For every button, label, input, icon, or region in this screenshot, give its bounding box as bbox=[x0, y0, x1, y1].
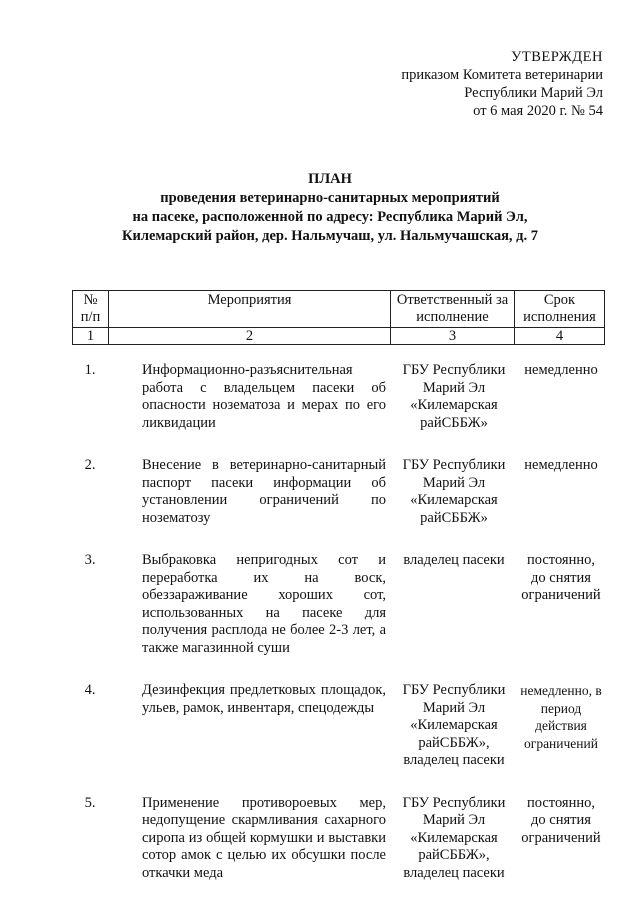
row-responsible: владелец пасеки bbox=[403, 552, 505, 568]
approval-stamp bbox=[401, 48, 603, 120]
title-address-1: на пасеке, расположенной по адресу: Республика Марий Эл, bbox=[132, 209, 528, 225]
index-row bbox=[73, 328, 605, 345]
table-row bbox=[72, 552, 604, 657]
header-activities: Мероприятия bbox=[109, 291, 391, 328]
title-plan: ПЛАН bbox=[308, 171, 352, 187]
approval-heading: УТВЕРЖДЕН bbox=[511, 49, 603, 65]
approval-date: от 6 мая 2020 г. № 54 bbox=[473, 103, 603, 119]
plan-rows bbox=[72, 362, 604, 907]
index-cell: 2 bbox=[109, 328, 391, 345]
row-responsible: ГБУ Республики Марий Эл «Килемарская райСББЖ», владелец пасеки bbox=[402, 794, 506, 881]
row-number: 3. bbox=[84, 552, 96, 568]
row-deadline: постоянно, до снятия ограничений bbox=[521, 552, 601, 603]
row-activity: Внесение в ветеринарно-санитарный паспорт пасеки информации об установлении ограничений по нозематозу bbox=[142, 457, 386, 526]
index-cell: 3 bbox=[391, 328, 515, 345]
table-row bbox=[72, 682, 604, 770]
header-responsible: Ответственный за исполнение bbox=[391, 291, 515, 328]
title-subject: проведения ветеринарно-санитарных мероприятий bbox=[160, 190, 500, 206]
row-activity: Выбраковка непригодных сот и переработка их на воск, обеззараживание хороших сот, использованных на пасеке для получения расплода не более 2-3 лет, а также магазинной суши bbox=[142, 552, 386, 656]
header-deadline: Срок исполнения bbox=[515, 291, 605, 328]
plan-table-header bbox=[72, 290, 605, 345]
row-deadline: немедленно bbox=[524, 362, 598, 378]
row-number: 4. bbox=[84, 682, 96, 698]
index-cell: 4 bbox=[515, 328, 605, 345]
row-activity: Применение противороевых мер, недопущение скармливания сахарного сиропа из общей кормушки и выставки сотор амок с целью их обсушки после откачки меда bbox=[142, 794, 386, 881]
row-deadline: немедленно bbox=[524, 457, 598, 473]
title-address-2: Килемарский район, дер. Нальмучаш, ул. Нальмучашская, д. 7 bbox=[121, 228, 539, 244]
approval-order: приказом Комитета ветеринарии bbox=[401, 67, 603, 83]
table-row bbox=[72, 457, 604, 527]
row-responsible: ГБУ Республики Марий Эл «Килемарская райСББЖ» bbox=[402, 457, 506, 526]
row-number: 5. bbox=[84, 794, 96, 811]
row-responsible: ГБУ Республики Марий Эл «Килемарская райСББЖ» bbox=[402, 362, 506, 431]
row-deadline: немедленно, в период действия ограничений bbox=[520, 683, 602, 751]
row-activity: Дезинфекция предлетковых площадок, ульев, рамок, инвентаря, спецодежды bbox=[142, 682, 386, 716]
row-number: 1. bbox=[84, 362, 96, 378]
header-number: № п/п bbox=[73, 291, 109, 328]
row-deadline: постоянно, до снятия ограничений bbox=[521, 794, 601, 846]
index-cell: 1 bbox=[73, 328, 109, 345]
table-row bbox=[72, 362, 604, 432]
approval-region: Республики Марий Эл bbox=[464, 85, 603, 101]
row-activity: Информационно-разъяснительная работа с владельцем пасеки об опасности нозематоза и мерах по его ликвидации bbox=[142, 362, 386, 431]
row-number: 2. bbox=[84, 457, 96, 473]
table-row bbox=[72, 795, 604, 883]
header-row bbox=[73, 291, 605, 328]
document-title bbox=[60, 170, 600, 246]
row-responsible: ГБУ Республики Марий Эл «Килемарская райСББЖ», владелец пасеки bbox=[402, 682, 506, 768]
